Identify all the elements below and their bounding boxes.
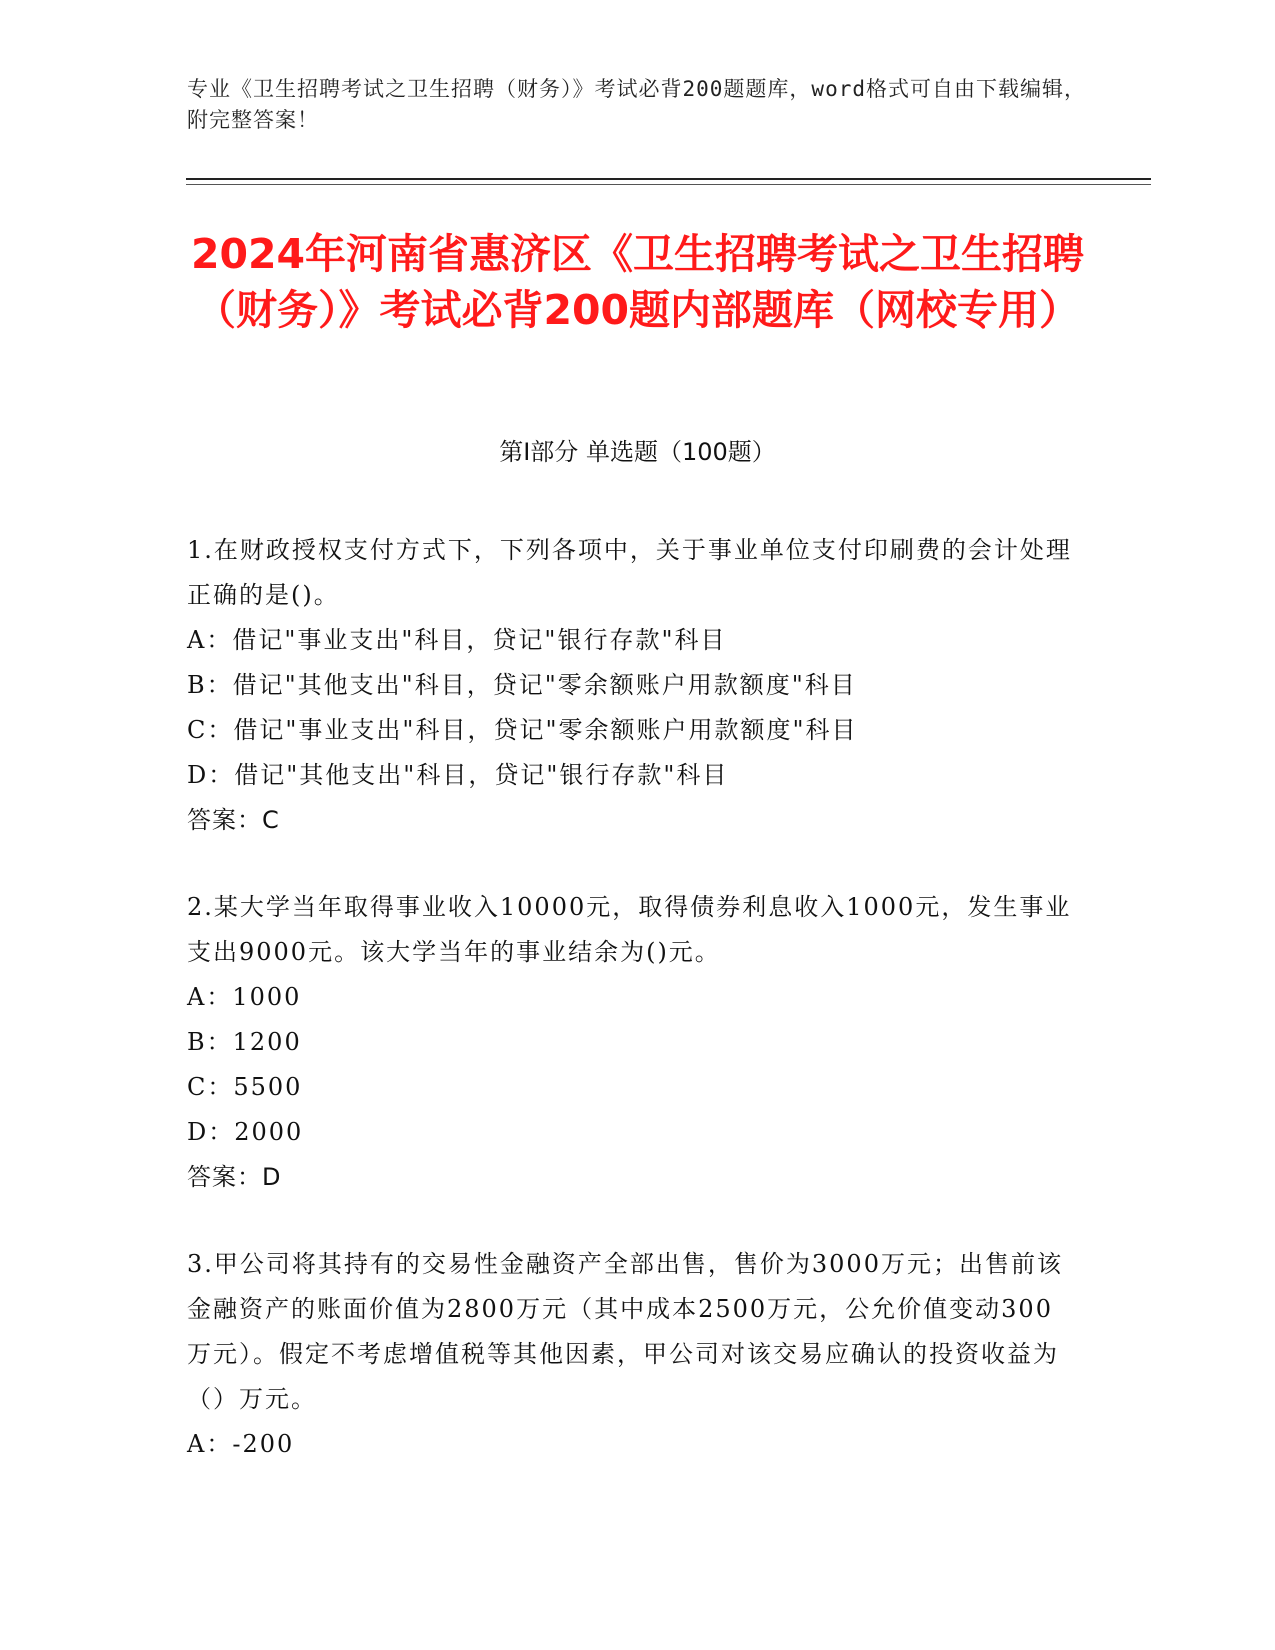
option-c: C：5500 (187, 1073, 303, 1101)
header-divider-thick (186, 178, 1151, 180)
option-b: B：1200 (187, 1028, 302, 1056)
option-a: A：1000 (187, 983, 302, 1011)
question-3 (187, 1242, 1077, 1467)
section-heading: 第Ⅰ部分 单选题（100题） (499, 438, 776, 466)
question-text: 3.甲公司将其持有的交易性金融资产全部出售，售价为3000万元；出售前该金融资产的账面价值为2800万元（其中成本2500万元，公允价值变动300万元）。假定不考虑增值税等其他因素，甲公司对该交易应确认的投资收益为（）万元。 (187, 1250, 1063, 1413)
header-note: 专业《卫生招聘考试之卫生招聘（财务）》考试必背200题题库，word格式可自由下载编辑，附完整答案！ (187, 77, 1086, 132)
option-c: C：借记"事业支出"科目，贷记"零余额账户用款额度"科目 (187, 716, 858, 744)
option-d: D：2000 (187, 1118, 304, 1146)
question-1 (187, 528, 1077, 843)
option-b: B：借记"其他支出"科目，贷记"零余额账户用款额度"科目 (187, 671, 857, 699)
answer: 答案：C (187, 806, 280, 834)
question-list (187, 528, 1077, 1509)
question-text: 2.某大学当年取得事业收入10000元，取得债券利息收入1000元，发生事业支出9000元。该大学当年的事业结余为()元。 (187, 893, 1072, 966)
option-a: A：借记"事业支出"科目，贷记"银行存款"科目 (187, 626, 727, 654)
header-divider-thin (186, 184, 1151, 185)
option-d: D：借记"其他支出"科目，贷记"银行存款"科目 (187, 761, 729, 789)
option-a: A：-200 (187, 1430, 295, 1458)
answer: 答案：D (187, 1163, 282, 1191)
question-text: 1.在财政授权支付方式下，下列各项中，关于事业单位支付印刷费的会计处理正确的是()。 (187, 536, 1072, 609)
question-2 (187, 885, 1077, 1200)
document-title: 2024年河南省惠济区《卫生招聘考试之卫生招聘（财务）》考试必背200题内部题库（网校专用） (190, 230, 1085, 334)
